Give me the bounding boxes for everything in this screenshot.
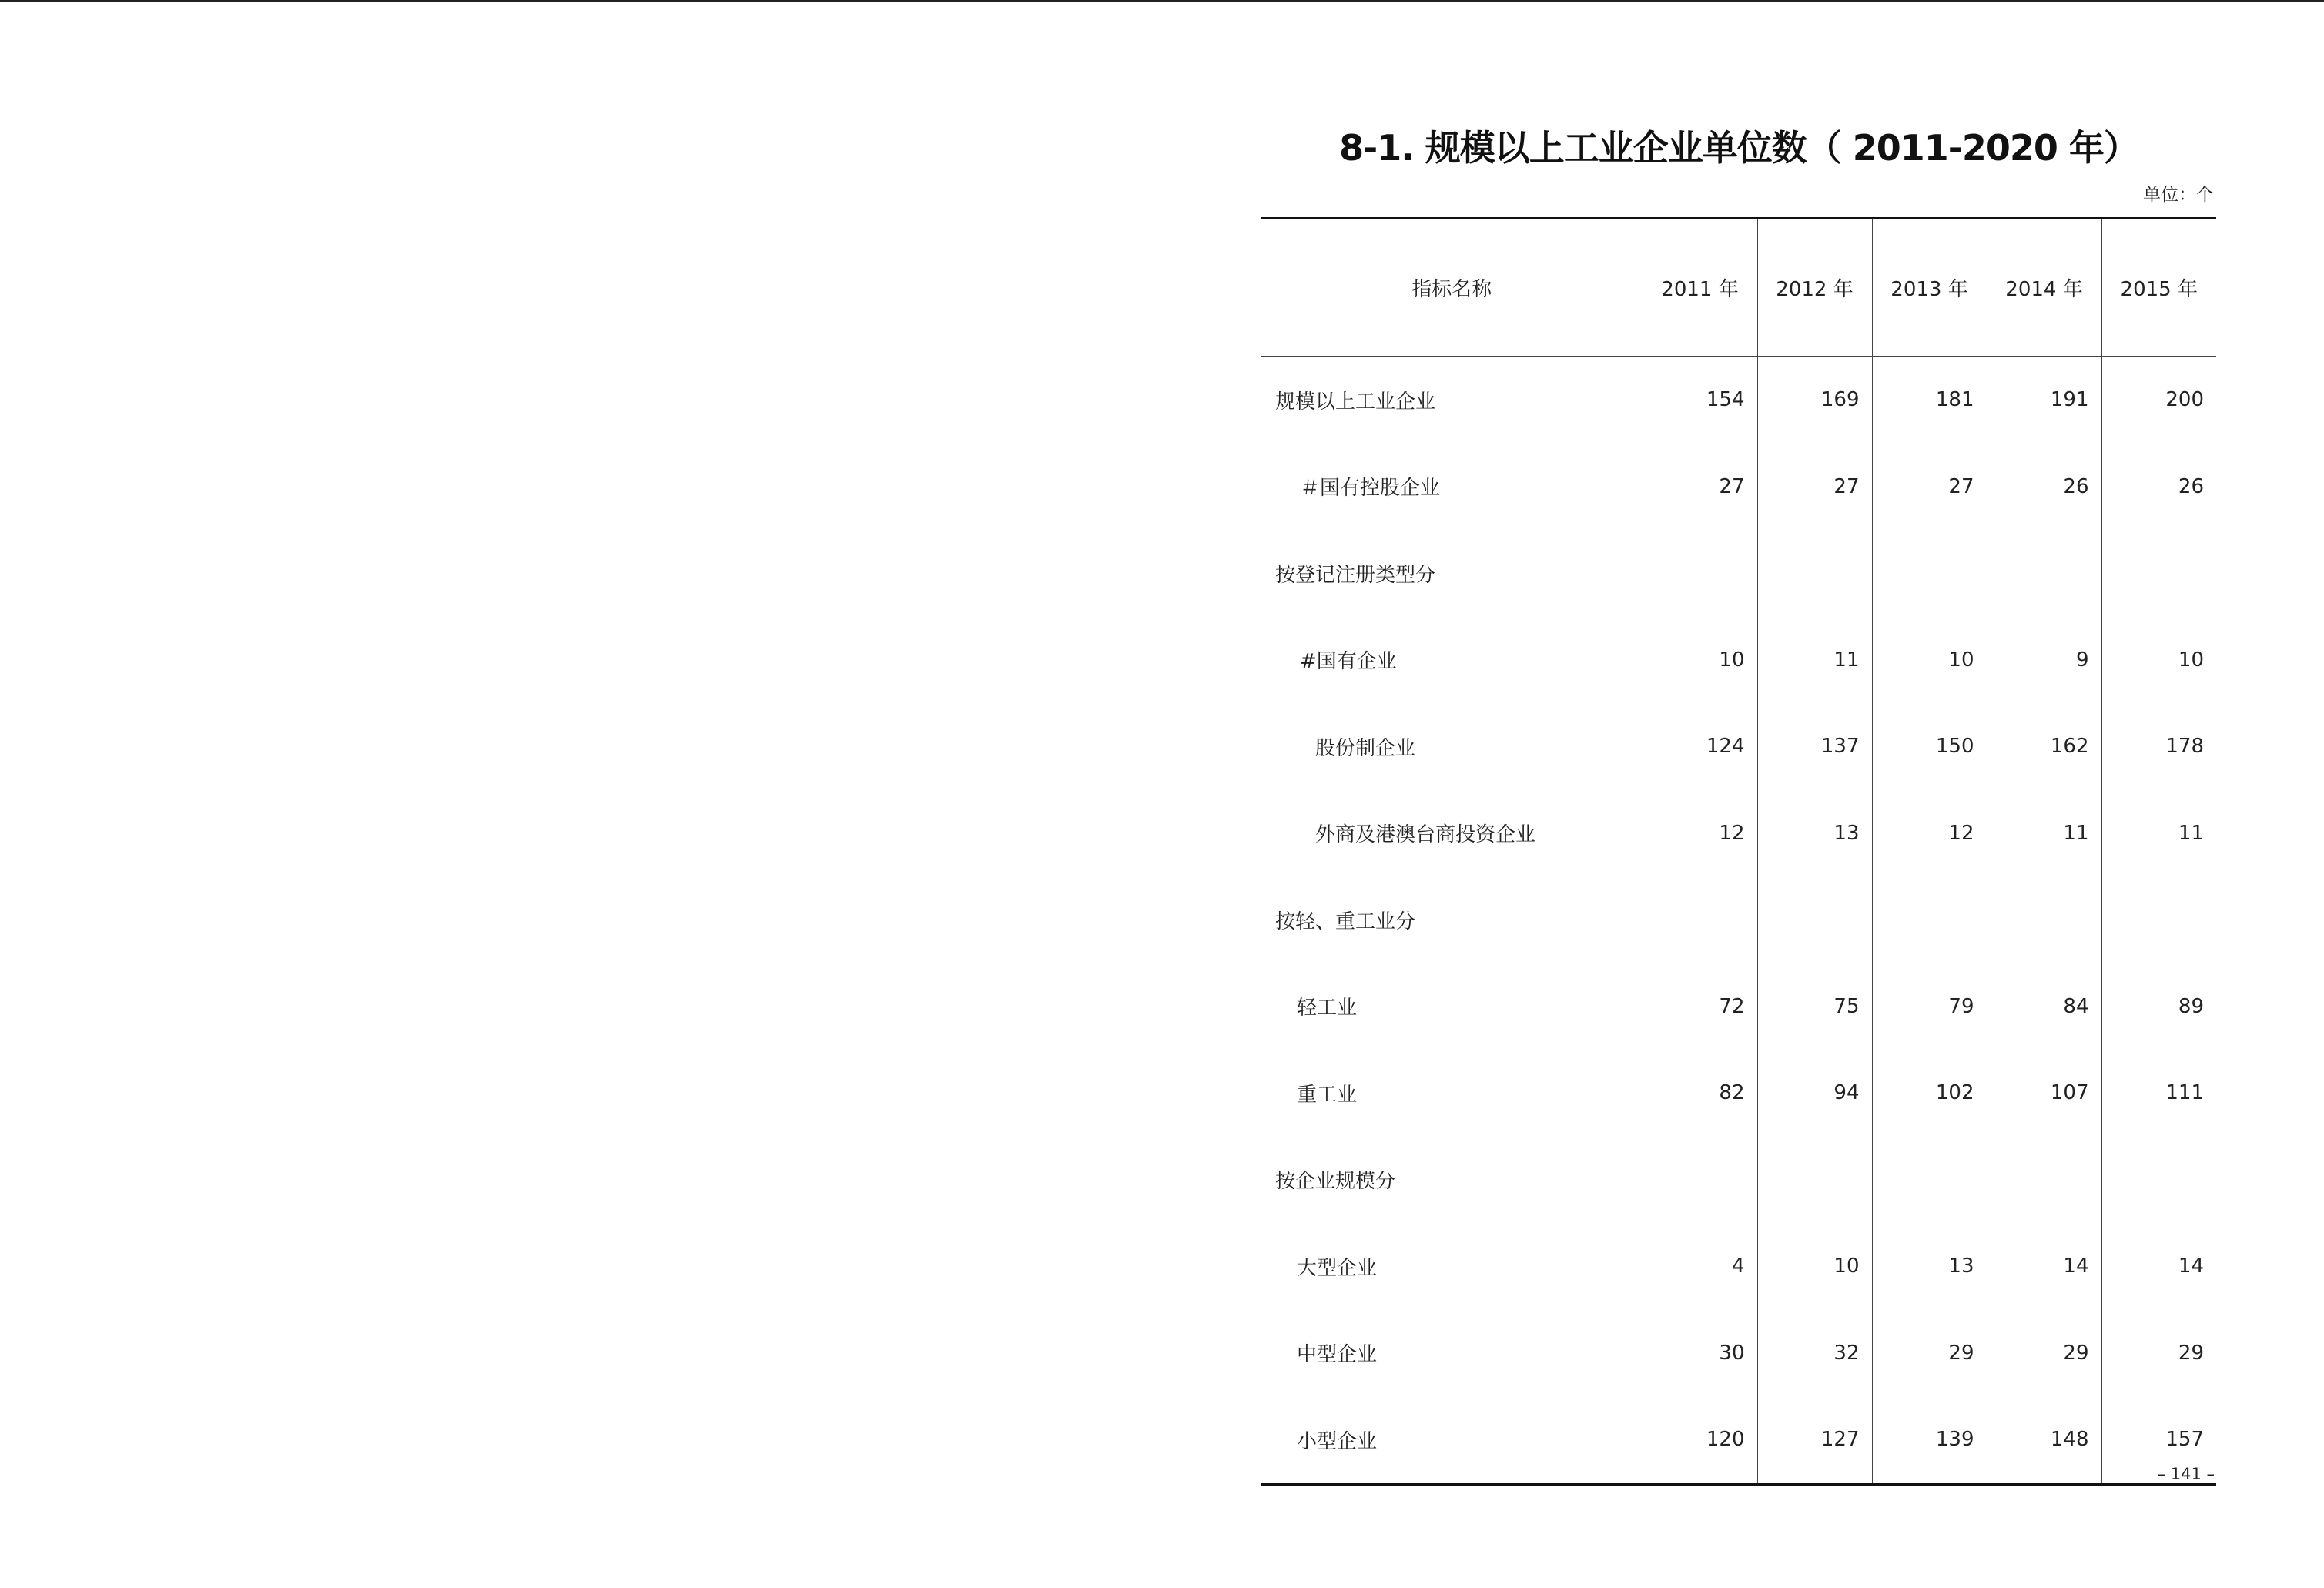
cell-value [1757, 530, 1872, 617]
cell-value: 13 [1872, 1223, 1987, 1310]
table-row [1261, 1050, 2216, 1137]
cell-value [1643, 1137, 1757, 1224]
cell-value [1872, 530, 1987, 617]
cell-value [1872, 876, 1987, 963]
row-label: 大型企业 [1297, 1256, 1378, 1280]
cell-value: 29 [1987, 1310, 2101, 1397]
cell-value: 84 [1987, 963, 2101, 1050]
cell-value: 162 [1987, 703, 2101, 790]
row-label: 轻工业 [1297, 997, 1358, 1020]
cell-value: 32 [1757, 1310, 1872, 1397]
cell-value: 124 [1643, 703, 1757, 790]
cell-value: 11 [1987, 790, 2101, 877]
cell-value: 29 [1872, 1310, 1987, 1397]
table-row [1261, 790, 2216, 877]
cell-value: 169 [1757, 357, 1872, 444]
cell-value: 10 [1872, 617, 1987, 704]
row-label: 规模以上工业企业 [1275, 390, 1436, 414]
row-label: 按登记注册类型分 [1275, 563, 1436, 587]
cell-value: 27 [1872, 444, 1987, 531]
cell-value: 11 [2101, 790, 2216, 877]
cell-value: 89 [2101, 963, 2216, 1050]
header-indicator-name: 指标名称 [1261, 219, 1643, 357]
cell-value [1643, 876, 1757, 963]
cell-value: 14 [2101, 1223, 2216, 1310]
cell-value [1757, 1137, 1872, 1224]
cell-value: 75 [1757, 963, 1872, 1050]
cell-value: 107 [1987, 1050, 2101, 1137]
cell-value: 12 [1872, 790, 1987, 877]
table-row [1261, 703, 2216, 790]
cell-value: 29 [2101, 1310, 2216, 1397]
row-label: 外商及港澳台商投资企业 [1315, 823, 1536, 847]
cell-value: 102 [1872, 1050, 1987, 1137]
table-header-row [1261, 219, 2216, 357]
cell-value: 27 [1643, 444, 1757, 531]
cell-value: 12 [1643, 790, 1757, 877]
page-number: – 141 – [2157, 1465, 2215, 1483]
cell-value [1757, 876, 1872, 963]
page-title: 8-1. 规模以上工业企业单位数（ 2011-2020 年） [1339, 127, 2138, 169]
cell-value: 14 [1987, 1223, 2101, 1310]
row-label: 按企业规模分 [1275, 1170, 1396, 1194]
cell-value: 127 [1757, 1396, 1872, 1484]
table-row [1261, 530, 2216, 617]
table-row [1261, 617, 2216, 704]
cell-value: 178 [2101, 703, 2216, 790]
cell-value: 72 [1643, 963, 1757, 1050]
cell-value: 139 [1872, 1396, 1987, 1484]
cell-value: 82 [1643, 1050, 1757, 1137]
table-row [1261, 1310, 2216, 1397]
row-label: 股份制企业 [1315, 736, 1416, 760]
cell-value: 26 [1987, 444, 2101, 531]
cell-value: 11 [1757, 617, 1872, 704]
cell-value [1987, 876, 2101, 963]
table-row [1261, 1137, 2216, 1224]
cell-value: 154 [1643, 357, 1757, 444]
cell-value: 111 [2101, 1050, 2216, 1137]
row-label: 小型企业 [1261, 1396, 1643, 1484]
top-border-rule [0, 0, 2324, 2]
cell-value [1643, 530, 1757, 617]
header-year-2012: 2012 年 [1757, 219, 1872, 357]
table-row [1261, 444, 2216, 531]
row-label: 按轻、重工业分 [1275, 910, 1416, 933]
cell-value: 200 [2101, 357, 2216, 444]
cell-value [1987, 1137, 2101, 1224]
cell-value: 13 [1757, 790, 1872, 877]
cell-value: 94 [1757, 1050, 1872, 1137]
cell-value: 148 [1987, 1396, 2101, 1484]
header-year-2013: 2013 年 [1872, 219, 1987, 357]
cell-value: 181 [1872, 357, 1987, 444]
cell-value: 157 [2101, 1396, 2216, 1484]
table-row [1261, 876, 2216, 963]
statistics-table [1261, 217, 2216, 1486]
cell-value [2101, 530, 2216, 617]
table-row [1261, 1223, 2216, 1310]
cell-value: 150 [1872, 703, 1987, 790]
cell-value: 27 [1757, 444, 1872, 531]
cell-value: 10 [1643, 617, 1757, 704]
unit-note: 单位：个 [2143, 185, 2214, 205]
cell-value: 79 [1872, 963, 1987, 1050]
cell-value [1872, 1137, 1987, 1224]
cell-value [2101, 876, 2216, 963]
row-label: 重工业 [1297, 1083, 1358, 1107]
cell-value: 26 [2101, 444, 2216, 531]
cell-value: 10 [2101, 617, 2216, 704]
cell-value: 191 [1987, 357, 2101, 444]
header-year-2011: 2011 年 [1643, 219, 1757, 357]
cell-value: 30 [1643, 1310, 1757, 1397]
cell-value: 120 [1643, 1396, 1757, 1484]
table-row [1261, 1396, 2216, 1484]
header-year-2014: 2014 年 [1987, 219, 2101, 357]
cell-value [2101, 1137, 2216, 1224]
row-label: #国有企业 [1300, 650, 1397, 674]
header-year-2015: 2015 年 [2101, 219, 2216, 357]
row-label: 中型企业 [1297, 1343, 1378, 1367]
cell-value [1987, 530, 2101, 617]
cell-value: 10 [1757, 1223, 1872, 1310]
table-row [1261, 963, 2216, 1050]
cell-value: 137 [1757, 703, 1872, 790]
cell-value: 9 [1987, 617, 2101, 704]
row-label: ＃国有控股企业 [1300, 477, 1441, 501]
table-row [1261, 357, 2216, 444]
cell-value: 4 [1643, 1223, 1757, 1310]
